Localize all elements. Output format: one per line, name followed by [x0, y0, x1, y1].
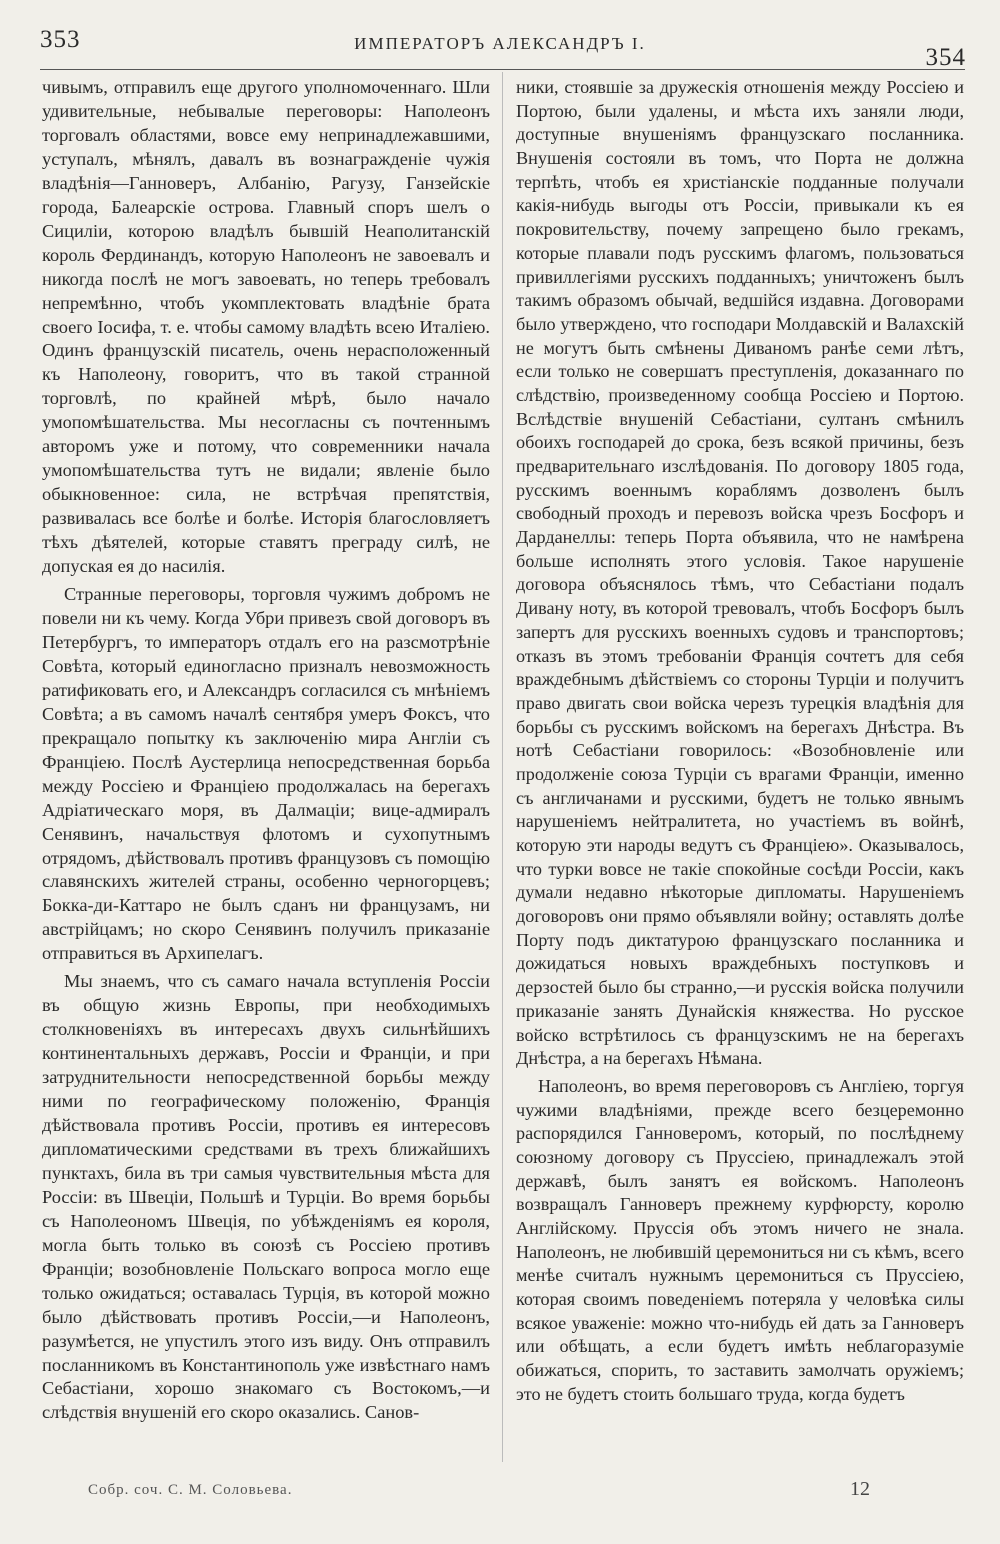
page-header	[28, 26, 972, 71]
page-number-left: 353	[40, 26, 81, 53]
left-paragraph-1: чивымъ, отправилъ еще другого уполномоченнаго. Шли удивительные, небывалые переговоры: Наполеонъ торговалъ областями, вовсе ему непринадлежавшими, уступалъ, мѣнялъ, давалъ въ вознагражденіе чужія владѣнія—Ганноверъ, Албанію, Рагузу, Ганзейскіе города, Балеарскіе острова. Главный споръ шелъ о Сициліи, которою владѣлъ бывшій Неаполитанскій король Фердинандъ, которую Наполеонъ не завоевалъ и никогда послѣ не могъ завоевать, но теперь требовалъ непремѣнно, чтобъ укомплектовать владѣніе брата своего Іосифа, т. е. чтобы самому владѣть всею Италіею. Одинъ французскій писатель, очень нерасположенный къ Наполеону, говоритъ, что въ такой странной торговлѣ, по крайней мѣрѣ, было начало умопомѣшательства. Мы несогласны съ почтеннымъ авторомъ уже и потому, что современники начала умопомѣшательства тутъ не видали; явленіе было обыкновенное: сила, не встрѣчая препятствія, развивалась все болѣе и болѣе. Исторія благословляетъ тѣхъ дѣятелей, которые ставятъ преграду силѣ, не допуская ея до насилія.	[42, 77, 490, 577]
right-paragraph-2: Наполеонъ, во время переговоровъ съ Англіею, торгуя чужими владѣніями, прежде всего безцеремонно распорядился Ганноверомъ, который, по послѣднему союзному договору съ Пруссіею, принадлежалъ этой державѣ, былъ занятъ ея войскомъ. Наполеонъ возвращалъ Ганноверъ прежнему курфюрсту, королю Англійскому. Пруссія объ этомъ ничего не знала. Наполеонъ, не любившій церемониться ни съ кѣмъ, всего менѣе считалъ нужнымъ церемониться съ Пруссіею, которая своимъ поведеніемъ потеряла у человѣка силы всякое уваженіе: можно что-нибудь ей дать за Ганноверъ или обѣщать, а если будетъ имѣть неблагоразуміе обижаться, спорить, то заставить замолчать оружіемъ; это не будетъ стоить большаго труда, когда будетъ	[516, 1075, 964, 1404]
left-paragraph-3: Мы знаемъ, что съ самаго начала вступленія Россіи въ общую жизнь Европы, при необходимыхъ столкновеніяхъ въ интересахъ двухъ сильнѣйшихъ континентальныхъ державъ, Россіи и Франціи, и при затруднительности непосредственной борьбы между ними по географическому положенію, Франція дѣйствовала противъ Россіи, противъ ея интересовъ дипломатическими средствами въ трехъ ближайшихъ пунктахъ, била въ три самыя чувствительныя мѣста для Россіи: въ Швеціи, Польшѣ и Турціи. Во время борьбы съ Наполеономъ Швеція, по убѣжденіямъ ея короля, могла быть только въ союзѣ съ Россіею противъ Франціи; возобновленіе Польскаго вопроса могло еще только ожидаться; оставалась Турція, въ которой можно было дѣйствовать противъ Россіи,—и Наполеонъ, разумѣется, не упустилъ этого изъ виду. Онъ отправилъ посланникомъ въ Константинополь уже извѣстнаго намъ Себастіани, хорошо знакомаго съ Востокомъ,—и слѣдствія внушеній его скоро оказались. Санов-	[42, 971, 490, 1423]
header-rule	[40, 69, 965, 70]
footer-note: Собр. соч. С. М. Соловьева.	[88, 1482, 293, 1498]
page-footer	[0, 1478, 1000, 1508]
left-column	[42, 76, 490, 1425]
signature-mark: 12	[850, 1478, 870, 1500]
column-divider	[502, 72, 503, 1462]
right-column	[516, 76, 964, 1407]
running-title: ИМПЕРАТОРЪ АЛЕКСАНДРЪ I.	[354, 34, 646, 53]
right-paragraph-1: ники, стоявшіе за дружескія отношенія между Россіею и Портою, были удалены, и мѣста ихъ заняли люди, доступные внушеніямъ французскаго посланника. Внушенія состояли въ томъ, что Порта не должна терпѣть, чтобъ ея христіанскіе подданные получали какія-нибудь выгоды отъ Россіи, привыкали къ ея покровительству, почему запрещено было грекамъ, которые плавали подъ русскимъ флагомъ, пользоваться привиллегіями русскихъ подданныхъ; уничтоженъ былъ такимъ образомъ обычай, ведшійся издавна. Договорами было утверждено, что господари Молдавскій и Валахскій не могутъ быть смѣнены Диваномъ ранѣе семи лѣтъ, если только не совершатъ преступленія, доказаннаго по слѣдствію, произведенному сообща Россіею и Портою. Вслѣдствіе внушеній Себастіани, султанъ смѣнилъ обоихъ господарей до срока, безъ всякой причины, безъ предварительнаго изслѣдованія. По договору 1805 года, русскимъ военнымъ кораблямъ дозволенъ былъ свободный проходъ и перевозъ войска чрезъ Босфоръ и Дарданеллы: теперь Порта объявила, что не намѣрена больше исполнять этого условія. Такое нарушеніе договора объяснялось тѣмъ, что Себастіани подалъ Дивану ноту, въ которой тревовалъ, чтобъ Босфоръ былъ запертъ для русскихъ военныхъ судовъ и транспортовъ; отказъ въ этомъ требованіи Франція сочтетъ для себя враждебнымъ дѣйствіемъ со стороны Турціи и получитъ право двигать свои войска черезъ турецкія владѣнія для борьбы съ русскимъ войскомъ на берегахъ Днѣстра. Въ нотѣ Себастіани говорилось: «Возобновленіе или продолженіе союза Турціи съ врагами Франціи, именно съ англичанами и русскими, будетъ не только явнымъ нарушеніемъ нейтралитета, но участіемъ въ войнѣ, которую эти народы ведутъ съ Франціею». Оказывалось, что турки вовсе не такіе спокойные сосѣди Россіи, какъ думали недавно нѣкоторые дипломаты. Нарушеніемъ договоровъ они прямо объявляли войну; оставлять долѣе Порту подъ диктатурою французскаго посланника и дожидаться новыхъ враждебныхъ поступковъ и дерзостей было бы странно,—и русскія войска получили приказаніе занять Дунайскія княжества. Но русское войско встрѣтилось съ французскимъ не на берегахъ Днѣстра, а на берегахъ Нѣмана.	[516, 77, 964, 1069]
page-number-right: 354	[925, 44, 966, 71]
left-paragraph-2: Странные переговоры, торговля чужимъ добромъ не повели ни къ чему. Когда Убри привезъ свой договоръ въ Петербургъ, то императоръ отдалъ его на разсмотрѣніе Совѣта, который единогласно призналъ невозможность ратификовать его, и Александръ согласился съ мнѣніемъ Совѣта; а въ самомъ началѣ сентября умеръ Фоксъ, что прекращало попытку къ заключенію мира Англіи съ Франціею. Послѣ Аустерлица непосредственная борьба между Россіею и Франціею продолжалась на берегахъ Адріатическаго моря, въ Далмаціи; вице-адмиралъ Сенявинъ, начальствуя флотомъ и сухопутнымъ отрядомъ, дѣйствовалъ противъ французовъ съ помощію славянскихъ жителей страны, особенно черногорцевъ; Бокка-ди-Каттаро не былъ сданъ ни французамъ, ни австрійцамъ; но скоро Сенявинъ получилъ приказаніе отправиться въ Архипелагъ.	[42, 584, 490, 964]
